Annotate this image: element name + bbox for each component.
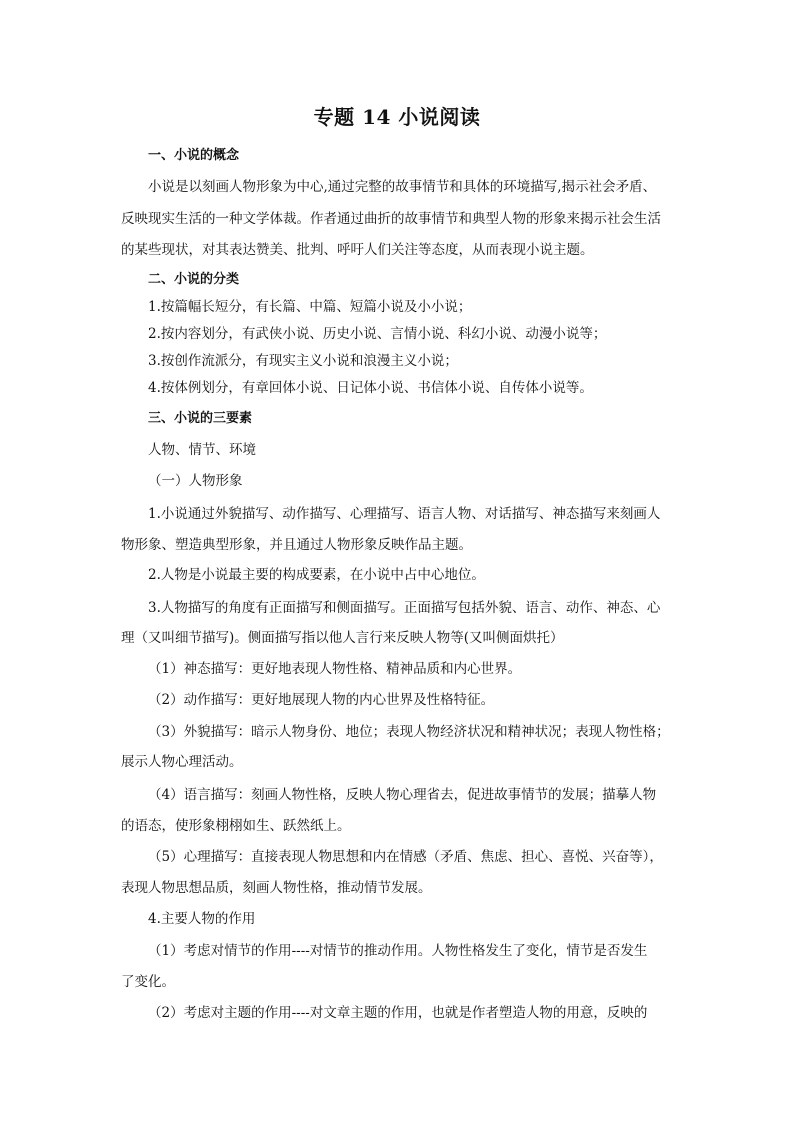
paragraph-line: 的语态，使形象栩栩如生、跃然纸上。 [121, 818, 351, 834]
list-item: （5）心理描写：直接表现人物思想和内在情感（矛盾、焦虑、担心、喜悦、兴奋等）， [148, 849, 663, 865]
section-heading-concept: 一、小说的概念 [148, 148, 240, 163]
list-item: （4）语言描写：刻画人物性格，反映人物心理省去，促进故事情节的发展；描摹人物 [148, 787, 657, 803]
list-item: 2.按内容划分，有武侠小说、历史小说、言情小说、科幻小说、动漫小说等； [148, 326, 607, 342]
paragraph-line: 理（又叫细节描写)。侧面描写指以他人言行来反映人物等(又叫侧面烘托） [121, 630, 564, 646]
paragraph-line: 3.人物描写的角度有正面描写和侧面描写。正面描写包括外貌、语言、动作、神态、心 [148, 600, 661, 616]
list-item: 3.按创作流派分，有现实主义小说和浪漫主义小说； [148, 353, 458, 369]
document-title: 专题 14 小说阅读 [313, 105, 481, 129]
paragraph-line: 表现人物思想品质，刻画人物性格，推动情节发展。 [121, 880, 432, 896]
list-item: 1.按篇幅长短分，有长篇、中篇、短篇小说及小小说； [148, 299, 472, 315]
paragraph-line: 物形象、塑造典型形象，并且通过人物形象反映作品主题。 [121, 537, 472, 553]
list-item: （2）动作描写：更好地展现人物的内心世界及性格特征。 [148, 692, 495, 708]
paragraph-line: 2.人物是小说最主要的构成要素，在小说中占中心地位。 [148, 567, 485, 583]
section-heading-classification: 二、小说的分类 [148, 272, 240, 287]
list-item: （1）考虑对情节的作用----对情节的推动作用。人物性格发生了变化，情节是否发生 [148, 943, 648, 959]
subsection-heading: 4.主要人物的作用 [148, 911, 256, 927]
paragraph-line: 小说是以刻画人物形象为中心,通过完整的故事情节和具体的环境描写,揭示社会矛盾、 [148, 179, 657, 195]
paragraph-line: 展示人物心理活动。 [121, 754, 243, 770]
paragraph-line: 反映现实生活的一种文学体裁。作者通过曲折的故事情节和典型人物的形象来揭示社会生活 [121, 211, 661, 227]
paragraph-line: 人物、情节、环境 [148, 442, 256, 458]
section-heading-three-elements: 三、小说的三要素 [148, 411, 253, 426]
list-item: （3）外貌描写：暗示人物身份、地位；表现人物经济状况和精神状况；表现人物性格； [148, 724, 670, 740]
paragraph-line: 1.小说通过外貌描写、动作描写、心理描写、语言人物、对话描写、神态描写来刻画人 [148, 506, 661, 522]
paragraph-line: 的某些现状，对其表达赞美、批判、呼吁人们关注等态度，从而表现小说主题。 [121, 242, 594, 258]
subsection-heading: （一）人物形象 [148, 473, 243, 489]
paragraph-line: 了变化。 [121, 974, 175, 990]
list-item: （1）神态描写：更好地表现人物性格、精神品质和内心世界。 [148, 661, 522, 677]
list-item: 4.按体例划分，有章回体小说、日记体小说、书信体小说、自传体小说等。 [148, 380, 593, 396]
list-item: （2）考虑对主题的作用----对文章主题的作用，也就是作者塑造人物的用意，反映的 [148, 1005, 648, 1021]
